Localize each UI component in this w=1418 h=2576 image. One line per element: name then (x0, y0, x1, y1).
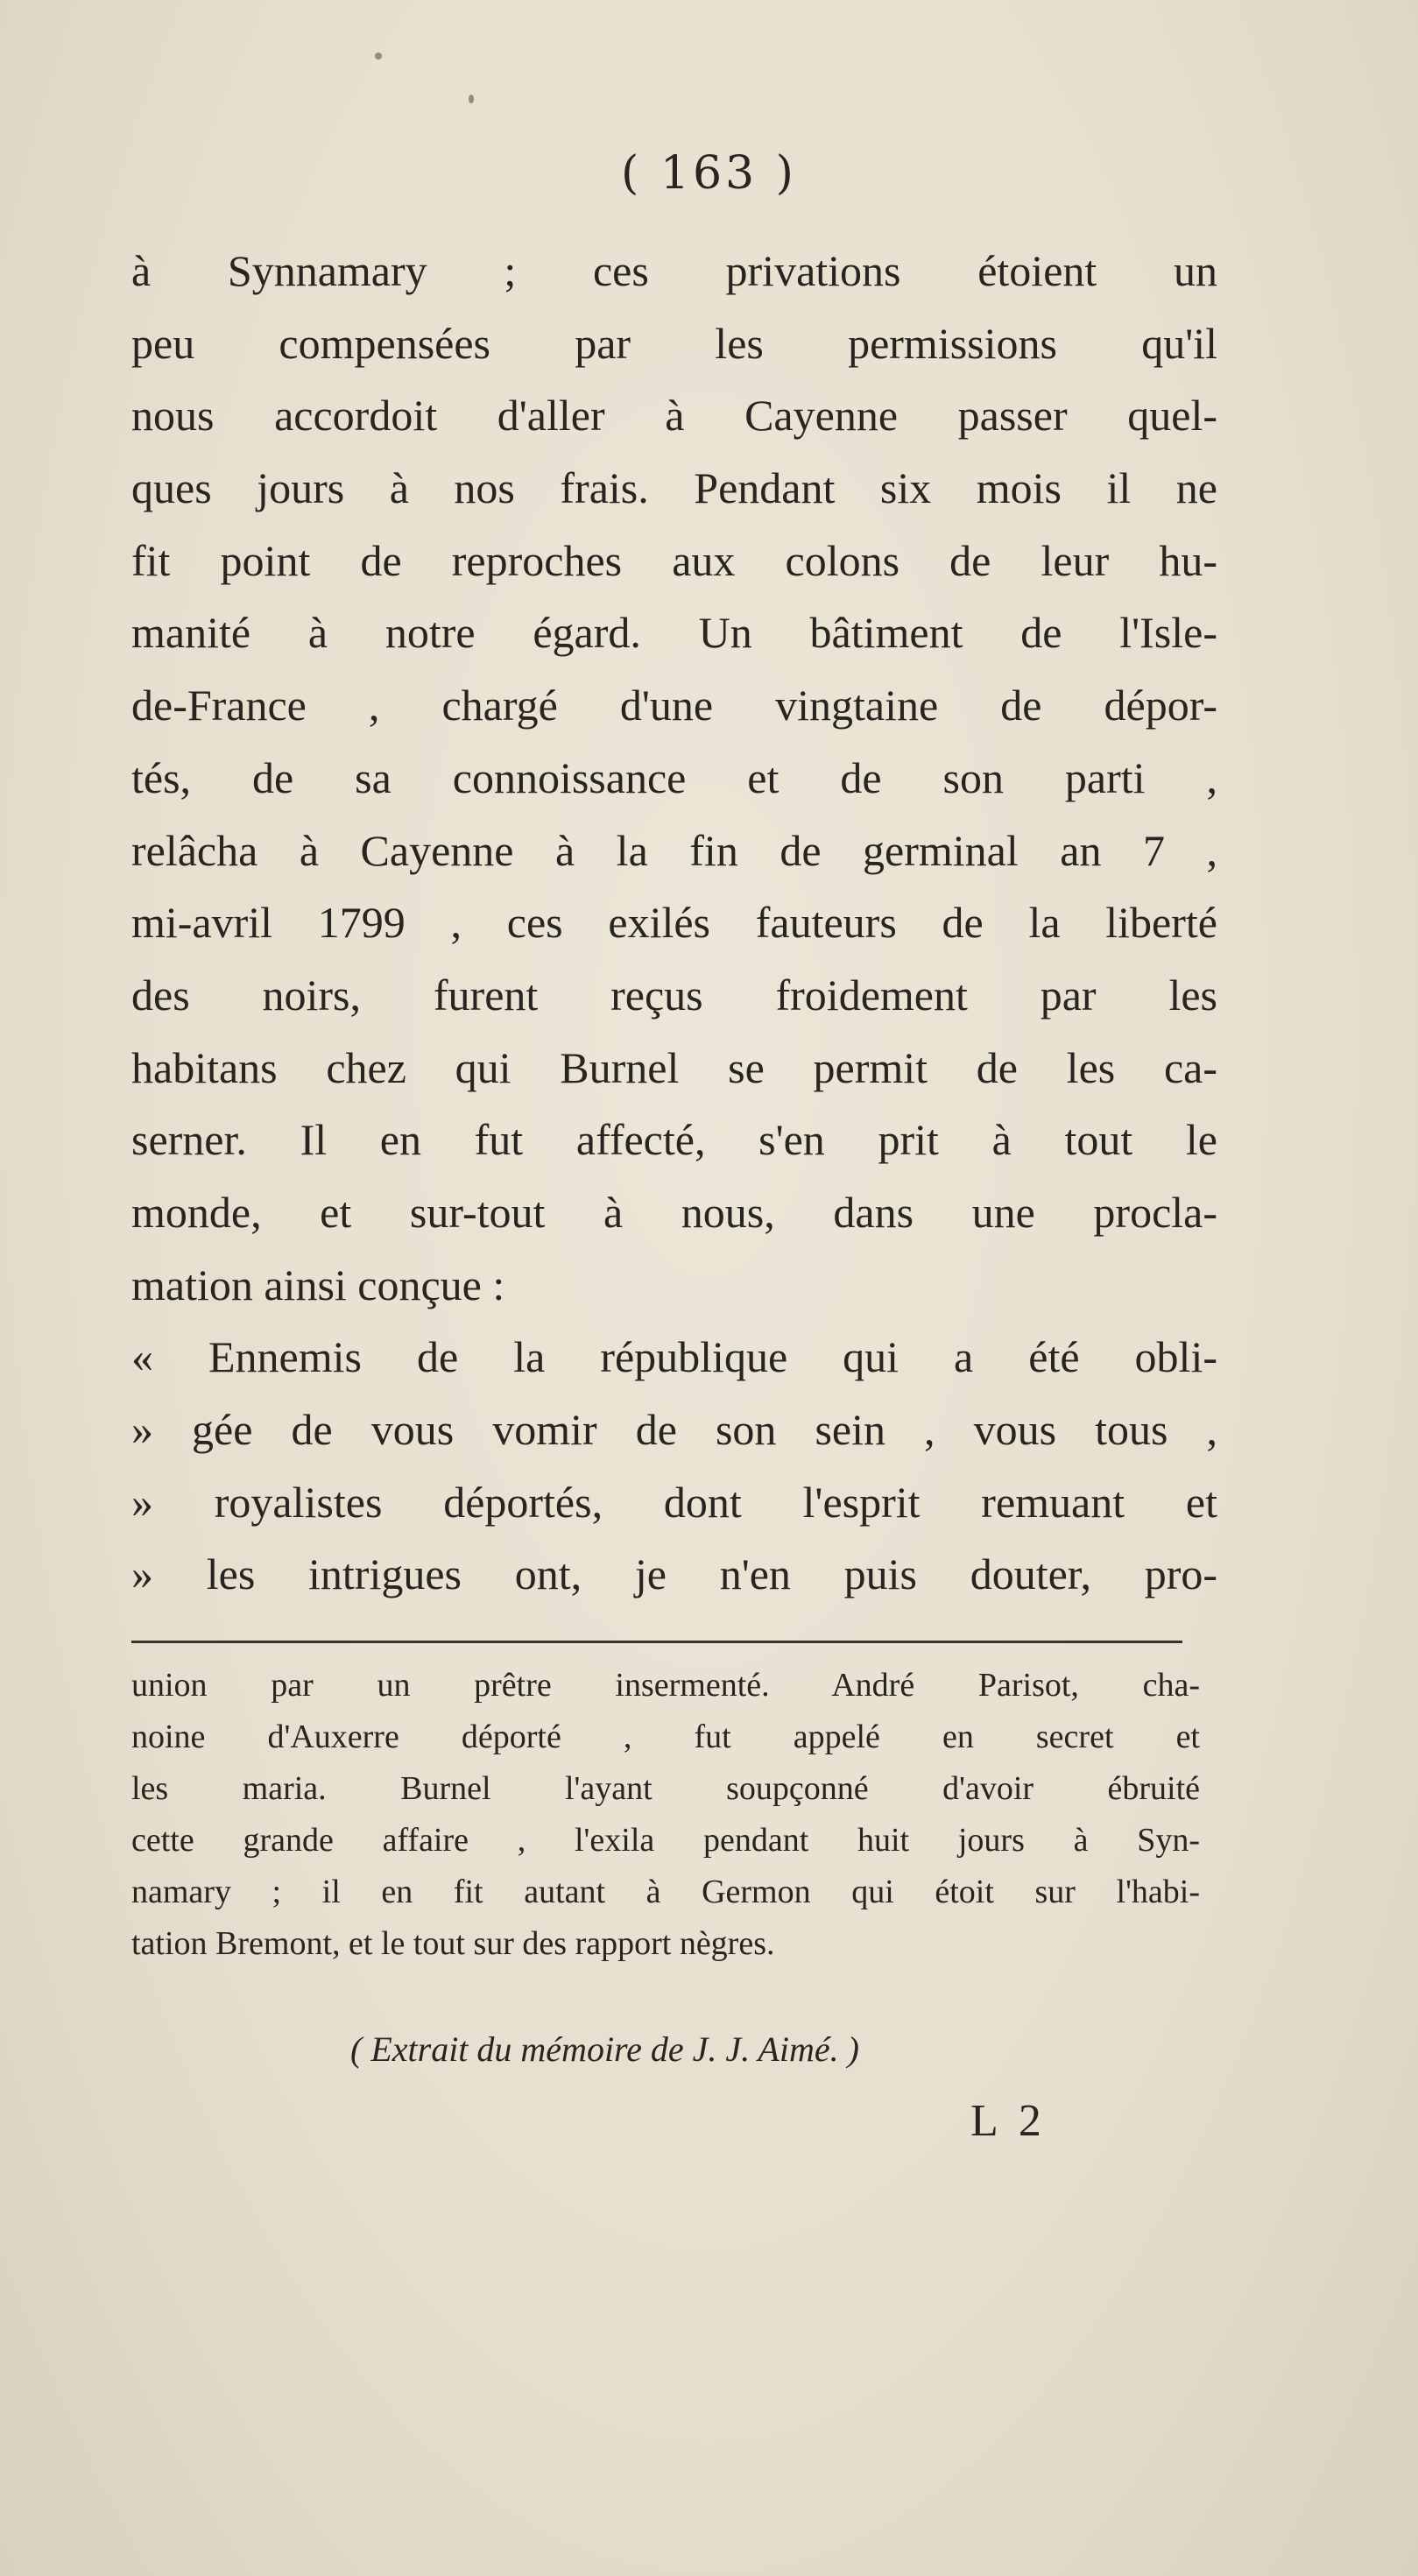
text-line: manité à notre égard. Un bâtiment de l'Isle- (131, 608, 1217, 658)
footnote-attribution: ( Extrait du mémoire de J. J. Aimé. ) (350, 2029, 859, 2069)
signature-mark: L 2 (970, 2096, 1047, 2146)
footnote-divider (131, 1641, 1182, 1643)
quote-line: » les intrigues ont, je n'en puis douter, pro- (131, 1549, 1217, 1599)
text-line: monde, et sur-tout à nous, dans une procla- (131, 1187, 1217, 1237)
quote-line: « Ennemis de la république qui a été obli- (131, 1332, 1217, 1382)
ink-speck (469, 95, 474, 103)
main-text-block (131, 235, 1217, 1611)
footnote-line: les maria. Burnel l'ayant soupçonné d'avoir ébruité (131, 1770, 1200, 1807)
footnote-line: tation Bremont, et le tout sur des rapport nègres. (131, 1925, 775, 1962)
text-line: mation ainsi conçue : (131, 1260, 505, 1309)
text-line: à Synnamary ; ces privations étoient un (131, 246, 1217, 295)
text-line: peu compensées par les permissions qu'il (131, 318, 1217, 368)
text-line: des noirs, furent reçus froidement par les (131, 970, 1217, 1020)
footnote-line: union par un prêtre insermenté. André Parisot, cha- (131, 1667, 1200, 1704)
text-line: tés, de sa connoissance et de son parti , (131, 752, 1217, 802)
footnote-line: namary ; il en fit autant à Germon qui étoit sur l'habi- (131, 1874, 1200, 1910)
footnote-block (131, 1660, 1200, 1970)
page-number: ( 163 ) (621, 147, 797, 200)
footnote-line: noine d'Auxerre déporté , fut appelé en secret et (131, 1719, 1200, 1755)
footnote-line: cette grande affaire , l'exila pendant huit jours à Syn- (131, 1822, 1200, 1859)
quote-line: » royalistes déportés, dont l'esprit remuant et (131, 1477, 1217, 1527)
text-line: habitans chez qui Burnel se permit de les ca- (131, 1042, 1217, 1092)
text-line: de-France , chargé d'une vingtaine de dépor- (131, 681, 1217, 730)
text-line: mi-avril 1799 , ces exilés fauteurs de la liberté (131, 898, 1217, 948)
ink-speck (375, 53, 382, 60)
text-line: ques jours à nos frais. Pendant six mois il ne (131, 463, 1217, 513)
text-line: serner. Il en fut affecté, s'en prit à tout le (131, 1115, 1217, 1165)
text-line: relâcha à Cayenne à la fin de germinal an 7 , (131, 825, 1217, 875)
text-line: nous accordoit d'aller à Cayenne passer quel- (131, 391, 1217, 441)
quote-line: » gée de vous vomir de son sein , vous tous , (131, 1405, 1217, 1454)
text-line: fit point de reproches aux colons de leur hu- (131, 535, 1217, 585)
